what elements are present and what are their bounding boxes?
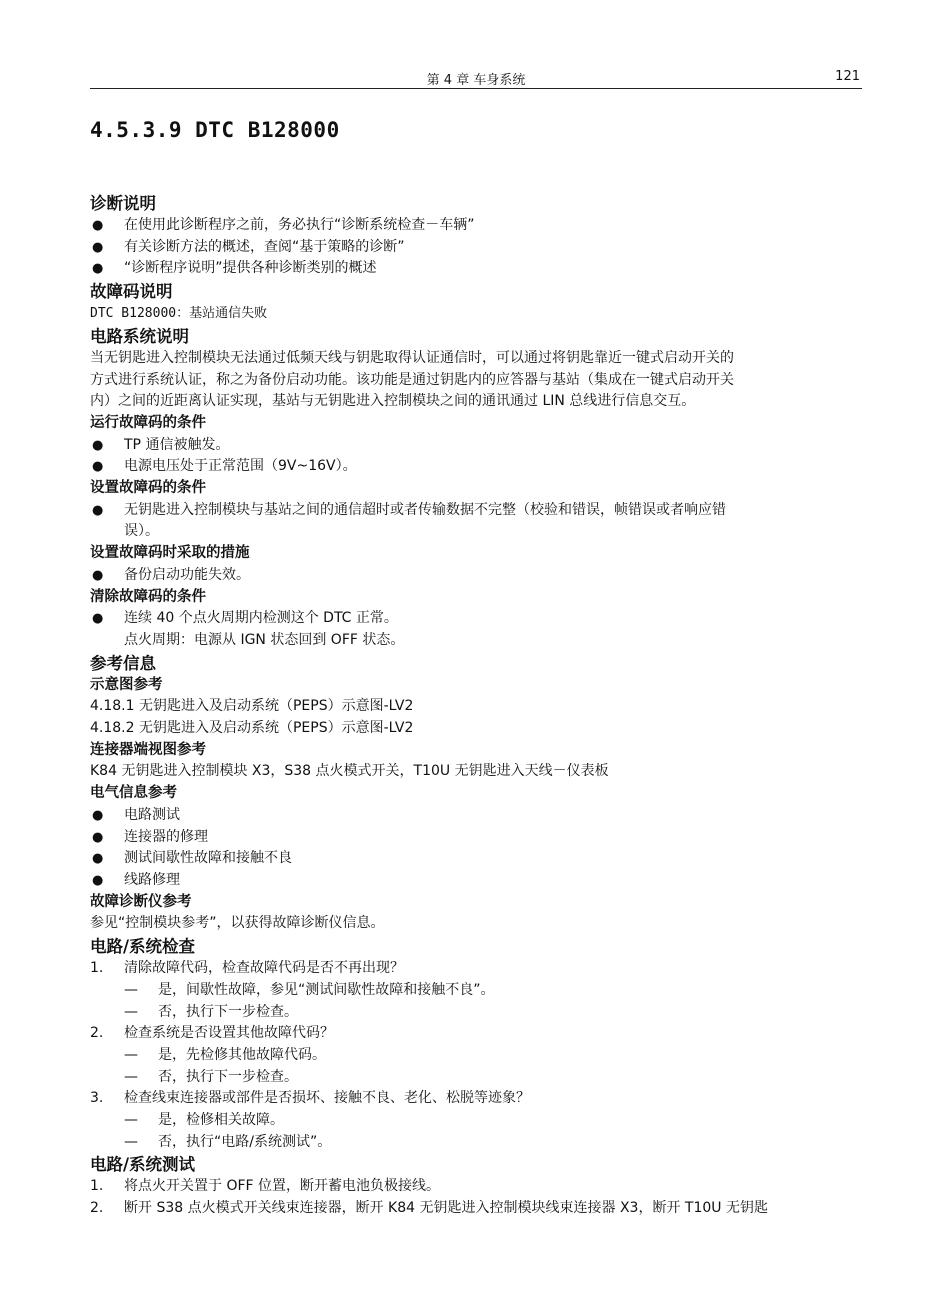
section-title: 4.5.3.9 DTC B128000 xyxy=(90,118,340,142)
dash-icon: — xyxy=(124,1133,138,1150)
list-item: ● “诊断程序说明”提供各种诊断类别的概述 xyxy=(90,258,862,280)
schematic-ref[interactable]: 4.18.1 无钥匙进入及启动系统（PEPS）示意图-LV2 xyxy=(90,698,414,715)
dtc-text: DTC B128000：基站通信失败 xyxy=(90,306,268,322)
dash-icon: — xyxy=(124,981,138,998)
bullet-icon: ● xyxy=(92,459,104,475)
list-item: ● 在使用此诊断程序之前，务必执行“诊断系统检查－车辆” xyxy=(90,215,862,237)
check-step: 2. 检查系统是否设置其他故障代码？ xyxy=(90,1025,334,1042)
bullet-icon: ● xyxy=(92,502,104,518)
bullet-icon: ● xyxy=(92,851,104,867)
list-item: ● TP 通信被触发。 xyxy=(90,435,862,457)
heading-connector: 连接器端视图参考 xyxy=(90,741,206,758)
bullet-icon: ● xyxy=(92,261,104,277)
circuit-line: 当无钥匙进入控制模块无法通过低频天线与钥匙取得认证通信时，可以通过将钥匙靠近一键式启动开关的 xyxy=(90,349,734,366)
connector-ref: K84 无钥匙进入控制模块 X3，S38 点火模式开关，T10U 无钥匙进入天线－仪表板 xyxy=(90,763,609,780)
list-item-continuation: 误）。 xyxy=(124,523,159,540)
heading-action: 设置故障码时采取的措施 xyxy=(90,545,250,562)
heading-schematic: 示意图参考 xyxy=(90,676,163,693)
list-item: ● 电路测试 xyxy=(90,805,862,827)
heading-ref: 参考信息 xyxy=(90,653,156,673)
bullet-icon: ● xyxy=(92,807,104,823)
heading-circuit-desc: 电路系统说明 xyxy=(90,326,189,346)
dash-icon: — xyxy=(124,1068,138,1085)
test-step: 2. 断开 S38 点火模式开关线束连接器，断开 K84 无钥匙进入控制模块线束连接器 X3，断开 T10U 无钥匙 xyxy=(90,1200,768,1217)
heading-set-cond: 设置故障码的条件 xyxy=(90,480,206,497)
check-substep: — 否，执行“电路/系统测试”。 xyxy=(90,1132,862,1154)
heading-diag-desc: 诊断说明 xyxy=(90,194,156,213)
page-header xyxy=(90,68,862,89)
bullet-icon: ● xyxy=(92,567,104,583)
dash-icon: — xyxy=(124,1112,138,1129)
heading-scan-tool: 故障诊断仪参考 xyxy=(90,893,192,910)
bullet-icon: ● xyxy=(92,218,104,233)
bullet-icon: ● xyxy=(92,437,104,453)
dash-icon: — xyxy=(124,1003,138,1020)
check-step: 3. 检查线束连接器或部件是否损坏、接触不良、老化、松脱等迹象？ xyxy=(90,1090,530,1107)
list-item: ● 线路修理 xyxy=(90,870,862,892)
ignition-cycle-note: 点火周期：电源从 IGN 状态回到 OFF 状态。 xyxy=(124,631,405,648)
check-substep: — 是，间歇性故障，参见“测试间歇性故障和接触不良”。 xyxy=(90,980,862,1002)
content xyxy=(90,192,862,1220)
list-item: ● 连接器的修理 xyxy=(90,827,862,849)
scan-tool-ref: 参见“控制模块参考”，以获得故障诊断仪信息。 xyxy=(90,915,385,932)
list-item: ● 测试间歇性故障和接触不良 xyxy=(90,848,862,870)
heading-clear-cond: 清除故障码的条件 xyxy=(90,588,206,605)
bullet-icon: ● xyxy=(92,239,104,255)
heading-check: 电路/系统检查 xyxy=(90,937,196,957)
heading-dtc-desc: 故障码说明 xyxy=(90,282,173,302)
bullet-icon: ● xyxy=(92,872,104,888)
heading-run-cond: 运行故障码的条件 xyxy=(90,414,206,431)
check-substep: — 否，执行下一步检查。 xyxy=(90,1067,862,1089)
check-substep: — 是，先检修其他故障代码。 xyxy=(90,1045,862,1067)
heading-test: 电路/系统测试 xyxy=(90,1155,196,1175)
circuit-line: 方式进行系统认证，称之为备份启动功能。该功能是通过钥匙内的应答器与基站（集成在一键式启动开关 xyxy=(90,371,734,388)
check-substep: — 是，检修相关故障。 xyxy=(90,1110,862,1132)
page-number: 121 xyxy=(835,69,860,84)
schematic-ref[interactable]: 4.18.2 无钥匙进入及启动系统（PEPS）示意图-LV2 xyxy=(90,720,414,737)
list-item: ● 连续 40 个点火周期内检测这个 DTC 正常。 xyxy=(90,608,862,630)
dash-icon: — xyxy=(124,1046,138,1063)
heading-electrical: 电气信息参考 xyxy=(90,785,177,802)
bullet-icon: ● xyxy=(92,829,104,845)
check-step: 1. 清除故障代码，检查故障代码是否不再出现？ xyxy=(90,960,404,977)
bullet-icon: ● xyxy=(92,611,104,627)
list-item: ● 无钥匙进入控制模块与基站之间的通信超时或者传输数据不完整（校验和错误，帧错误或者响应错 xyxy=(90,500,862,522)
list-item: ● 电源电压处于正常范围（9V~16V）。 xyxy=(90,456,862,478)
circuit-line: 内）之间的近距离认证实现，基站与无钥匙进入控制模块之间的通讯通过 LIN 总线进行信息交互。 xyxy=(90,393,696,410)
list-item: ● 有关诊断方法的概述，查阅“基于策略的诊断” xyxy=(90,237,862,259)
check-substep: — 否，执行下一步检查。 xyxy=(90,1002,862,1024)
chapter-title: 第 4 章 车身系统 xyxy=(426,73,526,88)
list-item: ● 备份启动功能失效。 xyxy=(90,565,862,587)
test-step: 1. 将点火开关置于 OFF 位置，断开蓄电池负极接线。 xyxy=(90,1178,441,1195)
